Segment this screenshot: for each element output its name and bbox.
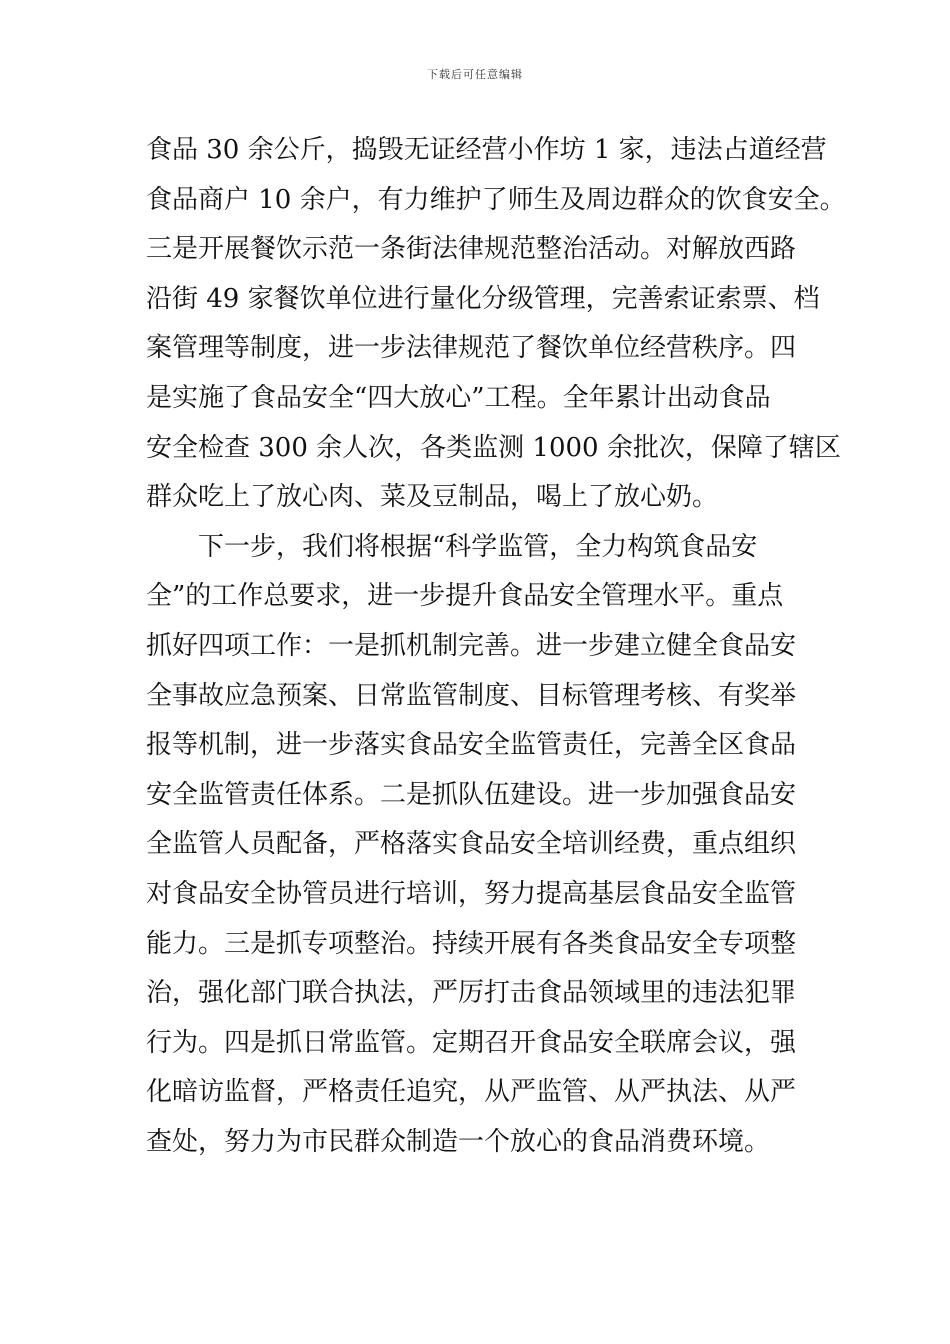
text-line: 三是开展餐饮示范一条街法律规范整治活动。对解放西路 bbox=[146, 234, 797, 265]
text-line: 能力。三是抓专项整治。持续开展有各类食品安全专项整 bbox=[146, 928, 797, 959]
document-body bbox=[146, 126, 846, 1167]
text-line: 抓好四项工作：一是抓机制完善。进一步建立健全食品安 bbox=[146, 630, 797, 661]
text-line: 对食品安全协管员进行培训，努力提高基层食品安全监管 bbox=[146, 878, 797, 909]
text-line: 案管理等制度，进一步法律规范了餐饮单位经营秩序。四 bbox=[146, 333, 797, 364]
page-header: 下载后可任意编辑 bbox=[427, 68, 523, 81]
text-line: 群众吃上了放心肉、菜及豆制品，喝上了放心奶。 bbox=[146, 482, 719, 513]
paragraph-start-line: 下一步，我们将根据“科学监管，全力构筑食品安 bbox=[146, 531, 758, 562]
text-line: 化暗访监督，严格责任追究，从严监管、从严执法、从严 bbox=[146, 1077, 797, 1108]
text-line: 全监管人员配备，严格落实食品安全培训经费，重点组织 bbox=[146, 829, 797, 860]
text-line: 食品商户 10 余户，有力维护了师生及周边群众的饮食安全。 bbox=[146, 184, 846, 215]
text-line: 安全检查 300 余人次，各类监测 1000 余批次，保障了辖区 bbox=[146, 432, 841, 463]
text-line: 食品 30 余公斤，捣毁无证经营小作坊 1 家，违法占道经营 bbox=[146, 135, 827, 165]
text-line: 治，强化部门联合执法，严厉打击食品领域里的违法犯罪 bbox=[146, 978, 797, 1009]
text-line: 全事故应急预案、日常监管制度、目标管理考核、有奖举 bbox=[146, 680, 797, 711]
text-line: 沿街 49 家餐饮单位进行量化分级管理，完善索证索票、档 bbox=[146, 283, 820, 314]
text-line: 是实施了食品安全“四大放心”工程。全年累计出动食品 bbox=[146, 382, 771, 413]
text-line: 查处，努力为市民群众制造一个放心的食品消费环境。 bbox=[146, 1126, 771, 1157]
text-line: 全”的工作总要求，进一步提升食品安全管理水平。重点 bbox=[146, 581, 784, 612]
text-line: 行为。四是抓日常监管。定期召开食品安全联席会议，强 bbox=[146, 1027, 797, 1058]
text-line: 安全监管责任体系。二是抓队伍建设。进一步加强食品安 bbox=[146, 779, 797, 810]
text-line: 报等机制，进一步落实食品安全监管责任，完善全区食品 bbox=[146, 730, 797, 761]
